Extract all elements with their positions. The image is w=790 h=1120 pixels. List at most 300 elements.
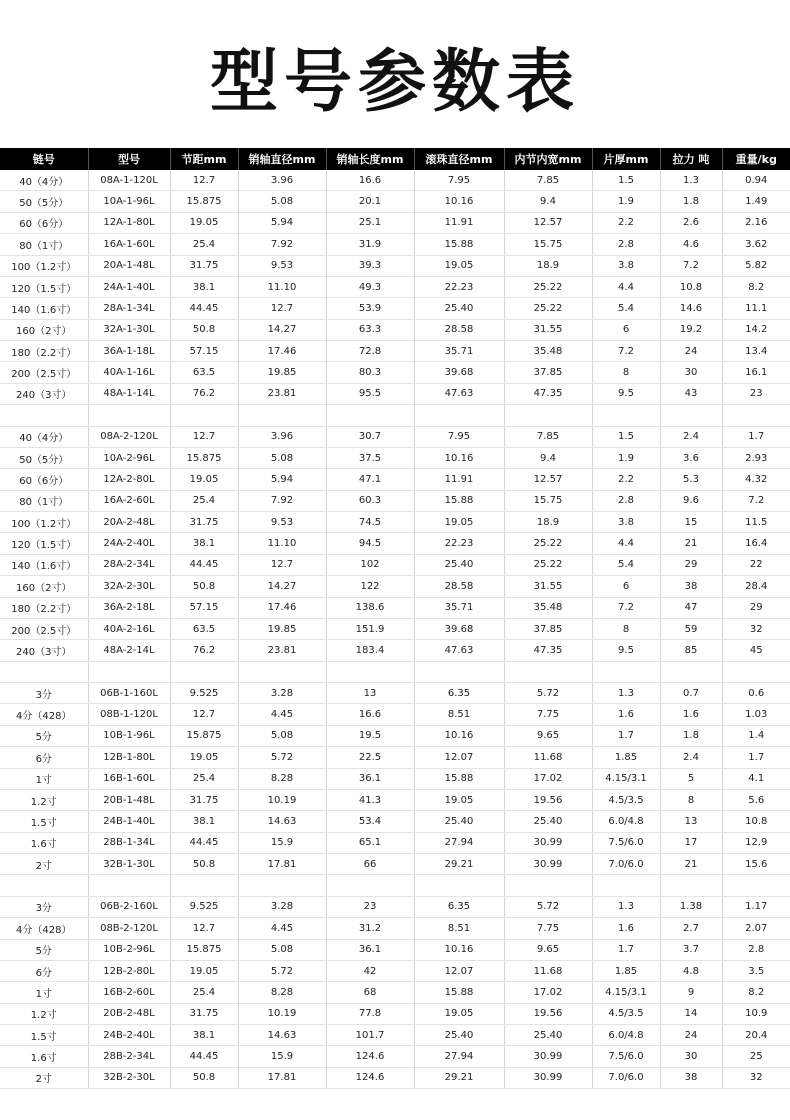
table-cell: 9.525	[170, 683, 238, 704]
table-cell: 31.75	[170, 512, 238, 533]
table-cell: 1.7	[592, 939, 660, 960]
table-cell: 50.8	[170, 854, 238, 875]
table-cell: 76.2	[170, 640, 238, 661]
table-cell: 49.3	[326, 276, 414, 297]
table-cell: 1.2寸	[0, 1003, 88, 1024]
table-cell	[170, 405, 238, 426]
table-cell: 9.4	[504, 447, 592, 468]
table-cell: 31.9	[326, 234, 414, 255]
table-cell	[592, 661, 660, 682]
table-cell: 29	[660, 554, 722, 575]
table-cell: 7.2	[592, 597, 660, 618]
table-cell: 53.9	[326, 298, 414, 319]
table-cell: 11.68	[504, 747, 592, 768]
table-cell: 7.92	[238, 234, 326, 255]
column-header: 片厚mm	[592, 148, 660, 170]
table-cell: 10A-1-96L	[88, 191, 170, 212]
table-cell: 180（2.2寸）	[0, 597, 88, 618]
column-header: 型号	[88, 148, 170, 170]
table-cell: 1.7	[722, 426, 790, 447]
table-cell: 1.17	[722, 896, 790, 917]
table-cell: 60（6分）	[0, 469, 88, 490]
table-cell: 14.27	[238, 319, 326, 340]
table-cell: 30	[660, 362, 722, 383]
table-cell: 1.8	[660, 191, 722, 212]
table-cell	[722, 405, 790, 426]
table-cell: 1.9	[592, 447, 660, 468]
table-cell: 12.7	[238, 298, 326, 319]
table-cell: 25.4	[170, 234, 238, 255]
table-cell: 10.16	[414, 191, 504, 212]
table-cell: 19.05	[170, 747, 238, 768]
table-cell: 100（1.2寸）	[0, 512, 88, 533]
table-cell: 7.95	[414, 170, 504, 191]
table-cell	[592, 875, 660, 896]
table-row	[0, 789, 790, 810]
table-cell: 18.9	[504, 255, 592, 276]
table-cell: 38.1	[170, 1025, 238, 1046]
table-cell: 1.3	[660, 170, 722, 191]
table-cell: 10.19	[238, 1003, 326, 1024]
table-cell: 7.85	[504, 426, 592, 447]
table-cell: 47.1	[326, 469, 414, 490]
table-cell: 95.5	[326, 383, 414, 404]
table-cell	[0, 405, 88, 426]
table-cell: 5.08	[238, 725, 326, 746]
table-cell: 22.5	[326, 747, 414, 768]
table-cell: 1.5	[592, 426, 660, 447]
table-cell: 8.2	[722, 276, 790, 297]
table-cell: 37.5	[326, 447, 414, 468]
table-cell: 9.525	[170, 896, 238, 917]
table-cell: 15.88	[414, 234, 504, 255]
table-cell: 25.22	[504, 276, 592, 297]
table-cell: 5.82	[722, 255, 790, 276]
table-cell: 2.4	[660, 426, 722, 447]
table-cell: 21	[660, 533, 722, 554]
table-cell: 14	[660, 1003, 722, 1024]
table-cell: 36A-1-18L	[88, 341, 170, 362]
table-cell: 120（1.5寸）	[0, 276, 88, 297]
table-cell: 7.2	[722, 490, 790, 511]
table-cell: 80（1寸）	[0, 234, 88, 255]
table-cell: 20B-2-48L	[88, 1003, 170, 1024]
table-cell: 17.02	[504, 982, 592, 1003]
table-cell: 31.55	[504, 576, 592, 597]
table-cell	[238, 405, 326, 426]
table-cell: 5	[660, 768, 722, 789]
table-cell: 19.85	[238, 362, 326, 383]
table-cell: 19.05	[170, 469, 238, 490]
table-cell: 200（2.5寸）	[0, 618, 88, 639]
table-cell: 124.6	[326, 1046, 414, 1067]
table-cell: 9.5	[592, 383, 660, 404]
table-cell: 9.5	[592, 640, 660, 661]
table-cell: 1.6寸	[0, 832, 88, 853]
table-cell: 7.85	[504, 170, 592, 191]
table-cell: 240（3寸）	[0, 640, 88, 661]
table-cell	[660, 405, 722, 426]
table-row	[0, 319, 790, 340]
table-cell: 16.1	[722, 362, 790, 383]
table-row	[0, 1025, 790, 1046]
table-cell: 100（1.2寸）	[0, 255, 88, 276]
table-cell: 19.05	[414, 789, 504, 810]
table-cell: 47.35	[504, 640, 592, 661]
table-cell: 23	[326, 896, 414, 917]
table-cell: 57.15	[170, 597, 238, 618]
table-cell: 1.5	[592, 170, 660, 191]
table-cell: 12B-2-80L	[88, 960, 170, 981]
table-cell: 63.5	[170, 362, 238, 383]
table-cell: 5.3	[660, 469, 722, 490]
table-cell	[326, 661, 414, 682]
table-cell: 4.45	[238, 918, 326, 939]
table-cell: 29.21	[414, 1067, 504, 1088]
table-cell: 16B-2-60L	[88, 982, 170, 1003]
table-cell	[504, 661, 592, 682]
table-cell: 25.40	[504, 811, 592, 832]
table-cell: 1.8	[660, 725, 722, 746]
table-cell: 25.4	[170, 490, 238, 511]
table-cell: 44.45	[170, 832, 238, 853]
table-cell: 1寸	[0, 768, 88, 789]
table-cell: 47.35	[504, 383, 592, 404]
table-cell: 40A-2-16L	[88, 618, 170, 639]
table-cell: 12.9	[722, 832, 790, 853]
table-cell: 12.57	[504, 212, 592, 233]
table-cell: 1.6	[592, 704, 660, 725]
table-cell: 12A-1-80L	[88, 212, 170, 233]
table-cell: 50（5分）	[0, 191, 88, 212]
table-cell: 31.75	[170, 1003, 238, 1024]
table-cell: 6分	[0, 747, 88, 768]
table-cell: 30.99	[504, 1046, 592, 1067]
table-cell: 29.21	[414, 854, 504, 875]
table-cell: 19.2	[660, 319, 722, 340]
table-row	[0, 768, 790, 789]
table-cell: 3.62	[722, 234, 790, 255]
table-cell: 12B-1-80L	[88, 747, 170, 768]
table-cell: 35.48	[504, 341, 592, 362]
table-row	[0, 576, 790, 597]
table-cell: 30.99	[504, 1067, 592, 1088]
table-cell: 12.07	[414, 747, 504, 768]
table-cell: 1.5寸	[0, 1025, 88, 1046]
table-cell: 151.9	[326, 618, 414, 639]
table-cell: 10.8	[722, 811, 790, 832]
table-cell: 8.28	[238, 982, 326, 1003]
table-cell: 28.58	[414, 319, 504, 340]
table-cell: 2.16	[722, 212, 790, 233]
table-cell: 101.7	[326, 1025, 414, 1046]
table-row	[0, 341, 790, 362]
table-cell: 36.1	[326, 768, 414, 789]
table-cell: 10.16	[414, 447, 504, 468]
column-header: 链号	[0, 148, 88, 170]
table-cell: 53.4	[326, 811, 414, 832]
table-cell: 31.75	[170, 789, 238, 810]
table-cell	[238, 875, 326, 896]
table-row	[0, 811, 790, 832]
table-cell: 68	[326, 982, 414, 1003]
table-row	[0, 1046, 790, 1067]
table-cell: 40A-1-16L	[88, 362, 170, 383]
table-header-row	[0, 148, 790, 170]
table-row	[0, 704, 790, 725]
table-row	[0, 896, 790, 917]
table-cell: 25.22	[504, 298, 592, 319]
table-cell: 48A-1-14L	[88, 383, 170, 404]
table-cell: 5.08	[238, 191, 326, 212]
table-cell: 2.7	[660, 918, 722, 939]
table-cell: 15.88	[414, 768, 504, 789]
table-cell: 1.4	[722, 725, 790, 746]
table-cell: 38.1	[170, 811, 238, 832]
table-cell: 13	[326, 683, 414, 704]
table-cell: 24B-2-40L	[88, 1025, 170, 1046]
table-cell	[0, 661, 88, 682]
table-cell: 39.68	[414, 362, 504, 383]
table-cell: 06B-2-160L	[88, 896, 170, 917]
table-row	[0, 1067, 790, 1088]
table-cell: 15.75	[504, 490, 592, 511]
table-cell: 9.53	[238, 255, 326, 276]
table-cell: 15.88	[414, 982, 504, 1003]
table-row	[0, 640, 790, 661]
table-cell: 22.23	[414, 276, 504, 297]
table-cell: 9.65	[504, 939, 592, 960]
table-cell: 08A-2-120L	[88, 426, 170, 447]
table-cell: 50.8	[170, 576, 238, 597]
table-cell: 24A-1-40L	[88, 276, 170, 297]
table-cell: 4.6	[660, 234, 722, 255]
table-cell	[414, 661, 504, 682]
table-cell: 1.85	[592, 747, 660, 768]
table-cell	[722, 875, 790, 896]
table-cell	[326, 875, 414, 896]
table-cell: 5.4	[592, 298, 660, 319]
table-cell: 14.63	[238, 1025, 326, 1046]
table-cell: 15.75	[504, 234, 592, 255]
table-cell: 20A-1-48L	[88, 255, 170, 276]
table-cell: 63.3	[326, 319, 414, 340]
table-cell: 14.63	[238, 811, 326, 832]
table-cell: 5分	[0, 939, 88, 960]
table-cell	[504, 875, 592, 896]
table-cell: 32	[722, 1067, 790, 1088]
table-cell: 6	[592, 576, 660, 597]
table-cell: 29	[722, 597, 790, 618]
table-cell	[592, 405, 660, 426]
table-cell: 20A-2-48L	[88, 512, 170, 533]
spacer-row	[0, 405, 790, 426]
table-cell: 200（2.5寸）	[0, 362, 88, 383]
table-cell: 1.49	[722, 191, 790, 212]
table-cell: 12.7	[170, 426, 238, 447]
table-cell: 2寸	[0, 854, 88, 875]
table-cell: 3.28	[238, 896, 326, 917]
spacer-row	[0, 661, 790, 682]
table-cell: 11.10	[238, 276, 326, 297]
table-cell: 4.4	[592, 276, 660, 297]
table-cell: 23.81	[238, 640, 326, 661]
table-cell: 72.8	[326, 341, 414, 362]
table-cell: 32A-2-30L	[88, 576, 170, 597]
table-cell: 7.0/6.0	[592, 854, 660, 875]
table-cell: 20B-1-48L	[88, 789, 170, 810]
table-cell: 59	[660, 618, 722, 639]
table-row	[0, 683, 790, 704]
table-cell: 1寸	[0, 982, 88, 1003]
table-cell: 47.63	[414, 383, 504, 404]
table-cell: 27.94	[414, 832, 504, 853]
column-header: 节距mm	[170, 148, 238, 170]
table-cell: 48A-2-14L	[88, 640, 170, 661]
table-cell: 44.45	[170, 1046, 238, 1067]
column-header: 内节内宽mm	[504, 148, 592, 170]
table-cell: 102	[326, 554, 414, 575]
table-cell	[504, 405, 592, 426]
table-cell: 2.6	[660, 212, 722, 233]
table-cell: 3.5	[722, 960, 790, 981]
table-row	[0, 426, 790, 447]
table-cell: 60（6分）	[0, 212, 88, 233]
table-cell: 30	[660, 1046, 722, 1067]
table-cell: 12A-2-80L	[88, 469, 170, 490]
table-cell: 1.9	[592, 191, 660, 212]
table-cell: 10B-2-96L	[88, 939, 170, 960]
table-cell: 160（2寸）	[0, 319, 88, 340]
table-cell: 15.875	[170, 939, 238, 960]
table-cell: 160（2寸）	[0, 576, 88, 597]
table-cell: 28A-2-34L	[88, 554, 170, 575]
table-cell: 15.6	[722, 854, 790, 875]
table-cell: 36.1	[326, 939, 414, 960]
table-cell: 5.72	[238, 747, 326, 768]
table-cell: 08A-1-120L	[88, 170, 170, 191]
table-cell: 24	[660, 341, 722, 362]
table-row	[0, 747, 790, 768]
table-row	[0, 960, 790, 981]
table-row	[0, 490, 790, 511]
table-cell	[326, 405, 414, 426]
table-row	[0, 725, 790, 746]
table-cell: 31.55	[504, 319, 592, 340]
table-cell: 1.7	[592, 725, 660, 746]
table-cell: 11.68	[504, 960, 592, 981]
table-cell: 240（3寸）	[0, 383, 88, 404]
table-cell: 66	[326, 854, 414, 875]
table-cell: 12.57	[504, 469, 592, 490]
table-cell: 37.85	[504, 618, 592, 639]
table-cell	[660, 875, 722, 896]
table-cell: 16.6	[326, 704, 414, 725]
table-cell: 24A-2-40L	[88, 533, 170, 554]
table-cell: 19.05	[170, 960, 238, 981]
table-cell: 44.45	[170, 298, 238, 319]
table-cell: 4.8	[660, 960, 722, 981]
column-header: 重量/kg	[722, 148, 790, 170]
table-cell: 4.1	[722, 768, 790, 789]
table-cell: 4.15/3.1	[592, 982, 660, 1003]
table-cell: 45	[722, 640, 790, 661]
table-cell: 77.8	[326, 1003, 414, 1024]
table-cell: 120（1.5寸）	[0, 533, 88, 554]
table-cell: 22.23	[414, 533, 504, 554]
table-cell: 14.6	[660, 298, 722, 319]
column-header: 销轴长度mm	[326, 148, 414, 170]
table-cell: 65.1	[326, 832, 414, 853]
table-cell: 11.1	[722, 298, 790, 319]
table-cell: 40（4分）	[0, 426, 88, 447]
table-cell	[414, 875, 504, 896]
table-cell: 80.3	[326, 362, 414, 383]
table-cell: 11.10	[238, 533, 326, 554]
table-cell: 30.99	[504, 854, 592, 875]
table-cell: 3.7	[660, 939, 722, 960]
table-cell: 50.8	[170, 319, 238, 340]
table-cell: 3.96	[238, 426, 326, 447]
table-cell: 3分	[0, 683, 88, 704]
table-cell: 15.875	[170, 725, 238, 746]
table-cell: 12.7	[170, 170, 238, 191]
table-cell: 76.2	[170, 383, 238, 404]
table-cell: 19.05	[414, 255, 504, 276]
table-cell: 7.75	[504, 704, 592, 725]
table-cell: 18.9	[504, 512, 592, 533]
table-cell: 10.9	[722, 1003, 790, 1024]
table-cell: 25.22	[504, 533, 592, 554]
table-cell: 15	[660, 512, 722, 533]
table-cell: 4.5/3.5	[592, 789, 660, 810]
table-cell: 25.40	[414, 298, 504, 319]
table-cell: 7.95	[414, 426, 504, 447]
table-cell: 5.94	[238, 469, 326, 490]
table-row	[0, 362, 790, 383]
table-cell: 10.16	[414, 939, 504, 960]
table-cell: 35.48	[504, 597, 592, 618]
table-cell: 8.51	[414, 918, 504, 939]
table-row	[0, 383, 790, 404]
table-cell: 4.32	[722, 469, 790, 490]
table-cell: 28B-1-34L	[88, 832, 170, 853]
table-cell: 24B-1-40L	[88, 811, 170, 832]
table-cell: 6.35	[414, 896, 504, 917]
table-cell: 1.38	[660, 896, 722, 917]
table-cell: 28.58	[414, 576, 504, 597]
table-cell: 10A-2-96L	[88, 447, 170, 468]
table-cell: 17.81	[238, 1067, 326, 1088]
table-cell: 8	[660, 789, 722, 810]
table-cell: 7.2	[592, 341, 660, 362]
table-cell: 25.40	[414, 554, 504, 575]
table-cell: 19.85	[238, 618, 326, 639]
table-cell: 63.5	[170, 618, 238, 639]
table-cell: 5.08	[238, 939, 326, 960]
table-cell: 124.6	[326, 1067, 414, 1088]
table-cell: 5.4	[592, 554, 660, 575]
table-cell: 2.8	[592, 490, 660, 511]
table-cell: 36A-2-18L	[88, 597, 170, 618]
table-cell	[660, 661, 722, 682]
table-cell: 47	[660, 597, 722, 618]
table-cell: 4.5/3.5	[592, 1003, 660, 1024]
table-cell: 9.4	[504, 191, 592, 212]
table-cell: 37.85	[504, 362, 592, 383]
table-row	[0, 618, 790, 639]
table-cell: 10.16	[414, 725, 504, 746]
